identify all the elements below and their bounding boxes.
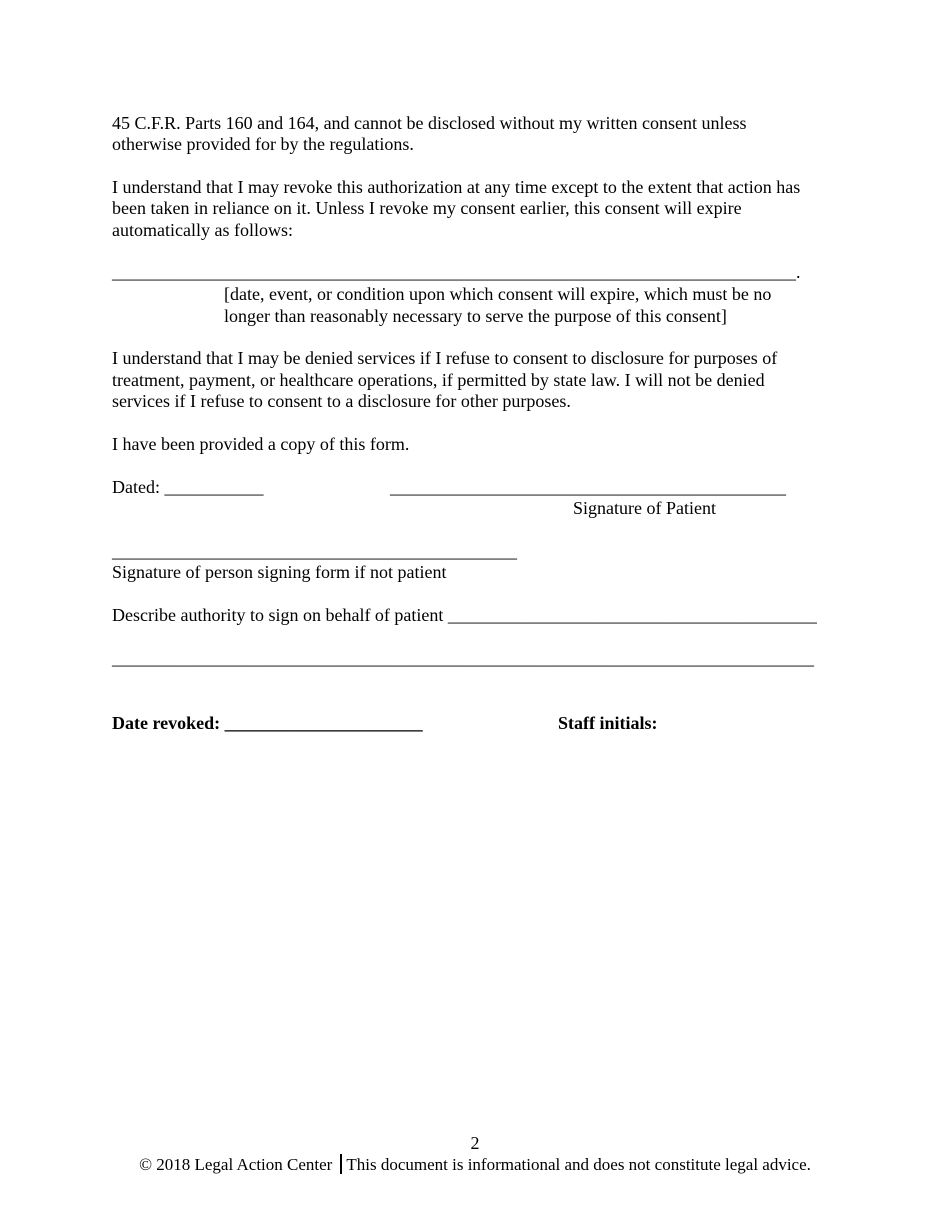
revoke-text-line-2: been taken in reliance on it. Unless I revoke my consent earlier, this consent will expire (112, 198, 742, 218)
regulation-text-line-1: 45 C.F.R. Parts 160 and 164, and cannot be disclosed without my written consent unless (112, 113, 747, 133)
expiry-note-line-2: longer than reasonably necessary to serve the purpose of this consent] (224, 306, 727, 326)
revoke-text-line-3: automatically as follows: (112, 220, 293, 240)
staff-initials-label: Staff initials: (558, 713, 658, 733)
expiry-blank-line[interactable]: ____________________________________________________________________________. (112, 262, 801, 282)
authority-field[interactable]: Describe authority to sign on behalf of patient _________________________________________ (112, 605, 817, 625)
disclaimer-text: This document is informational and does not constitute legal advice. (346, 1155, 811, 1174)
patient-signature-label: Signature of Patient (573, 498, 716, 518)
expiry-note-line-1: [date, event, or condition upon which consent will expire, which must be no (224, 284, 772, 304)
denied-text-line-2: treatment, payment, or healthcare operations, if permitted by state law. I will not be denied (112, 370, 765, 390)
other-signature-label: Signature of person signing form if not patient (112, 562, 447, 582)
regulation-text-line-2: otherwise provided for by the regulations. (112, 134, 414, 154)
copy-provided-text: I have been provided a copy of this form. (112, 434, 410, 454)
dated-field[interactable]: Dated: ___________ (112, 477, 264, 497)
denied-text-line-1: I understand that I may be denied services if I refuse to consent to disclosure for purposes of (112, 348, 778, 368)
denied-text-line-3: services if I refuse to consent to a disclosure for other purposes. (112, 391, 571, 411)
authority-extra-line[interactable]: ______________________________________________________________________________ (112, 648, 814, 668)
patient-signature-line[interactable]: ____________________________________________ (390, 477, 786, 497)
date-revoked-field[interactable]: Date revoked: ______________________ (112, 713, 423, 733)
revoke-text-line-1: I understand that I may revoke this authorization at any time except to the extent that action has (112, 177, 801, 197)
other-signature-line[interactable]: _____________________________________________ (112, 541, 517, 561)
page-number: 2 (470, 1133, 480, 1153)
copyright-text: © 2018 Legal Action Center (139, 1155, 333, 1174)
footer (0, 1154, 950, 1176)
divider-bar (340, 1154, 342, 1174)
